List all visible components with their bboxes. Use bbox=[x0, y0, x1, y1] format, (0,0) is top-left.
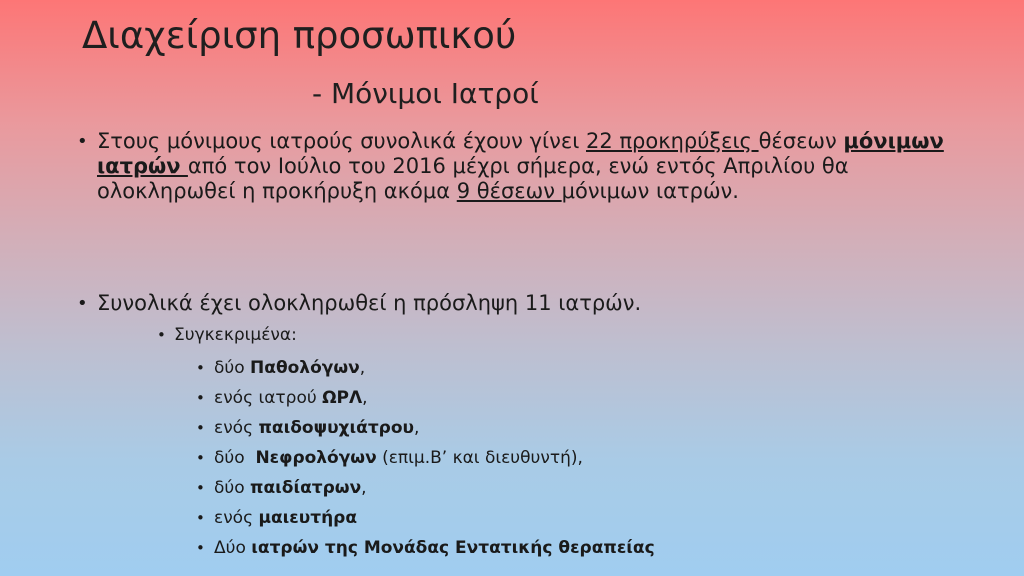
item-post: , bbox=[414, 418, 420, 438]
bullet-marker: • bbox=[196, 539, 205, 557]
list-item bbox=[196, 353, 655, 383]
bullet-hires bbox=[77, 291, 977, 316]
bullet-marker: • bbox=[196, 419, 205, 437]
bullet-marker: • bbox=[196, 359, 205, 377]
list-item bbox=[196, 473, 655, 503]
item-pre: δύο bbox=[214, 358, 251, 378]
item-pre: δύο bbox=[214, 448, 256, 468]
item-bold: Παθολόγων bbox=[250, 358, 360, 378]
bullet-marker: • bbox=[77, 293, 88, 314]
slide-title: Διαχείριση προσωπικού bbox=[82, 14, 517, 57]
text-run: θέσεων bbox=[758, 129, 844, 153]
item-bold: παιδοψυχιάτρου bbox=[258, 418, 415, 438]
item-bold: παιδίατρων bbox=[250, 478, 362, 498]
item-post: , bbox=[359, 358, 366, 378]
item-pre: ενός ιατρού bbox=[214, 388, 323, 408]
item-bold: ιατρών της Μονάδας Εντατικής θεραπείας bbox=[251, 538, 655, 558]
list-item bbox=[196, 383, 655, 413]
slide-subtitle: - Μόνιμοι Ιατροί bbox=[312, 77, 539, 110]
item-bold: Νεφρολόγων bbox=[255, 448, 377, 468]
item-post: , bbox=[362, 388, 368, 408]
specialty-list bbox=[196, 353, 655, 563]
list-item bbox=[196, 503, 655, 533]
item-pre: Δύο bbox=[214, 538, 252, 558]
list-item bbox=[196, 443, 655, 473]
sub-bullet-specifically bbox=[157, 324, 297, 346]
item-pre: ενός bbox=[214, 508, 259, 528]
bullet-announcements bbox=[77, 129, 977, 204]
item-bold: μαιευτήρα bbox=[258, 508, 358, 528]
bullet-marker: • bbox=[77, 131, 88, 152]
item-pre: δύο bbox=[214, 478, 251, 498]
text-run: μόνιμων ιατρών. bbox=[561, 179, 739, 203]
bullet-marker: • bbox=[196, 479, 205, 497]
item-pre: ενός bbox=[214, 418, 259, 438]
sub-heading: Συγκεκριμένα: bbox=[174, 325, 297, 345]
bold-underlined-run: μόνιμων ιατρών bbox=[97, 129, 944, 178]
text-run: από τον Ιούλιο του 2016 μέχρι σήμερα, ενώ εντός Απριλίου θα ολοκληρωθεί η προκήρυξη ακόμα bbox=[97, 154, 849, 203]
item-bold: ΩΡΛ bbox=[322, 388, 363, 408]
bullet-marker: • bbox=[157, 326, 166, 344]
list-item bbox=[196, 413, 655, 443]
item-post: , bbox=[361, 478, 367, 498]
underlined-run: 22 προκηρύξεις bbox=[586, 129, 759, 153]
bullet-marker: • bbox=[196, 389, 205, 407]
text-run: Στους μόνιμους ιατρούς συνολικά έχουν γίνει bbox=[97, 129, 586, 153]
list-item bbox=[196, 533, 655, 563]
bullet-hires-text: Συνολικά έχει ολοκληρωθεί η πρόσληψη 11 ιατρών. bbox=[97, 291, 642, 315]
underlined-run: 9 θέσεων bbox=[456, 179, 562, 203]
bullet-marker: • bbox=[196, 449, 205, 467]
item-post: (επιμ.Β’ και διευθυντή), bbox=[376, 448, 583, 468]
bullet-marker: • bbox=[196, 509, 205, 527]
